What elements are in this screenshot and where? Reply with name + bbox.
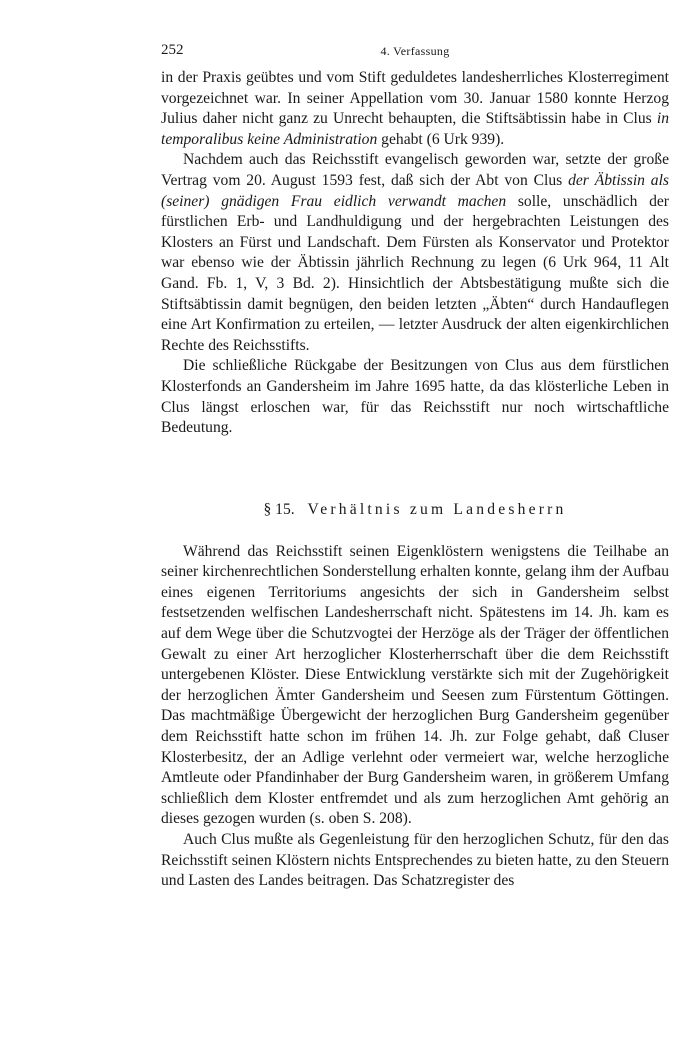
text-run: Nachdem auch das Reichsstift evangelisch geworden war, setzte der große Vertrag vom 20. August 1593 fest, daß sich der Abt von Clus	[161, 151, 669, 189]
section-heading	[161, 501, 669, 519]
text-run: Die schließliche Rückgabe der Besitzungen von Clus aus dem fürstlichen Klosterfonds an Gandersheim im Jahre 1695 hatte, da das klösterliche Leben in Clus längst erloschen war, für das Reichsstift nur noch wirtschaftliche Bedeutung.	[161, 357, 669, 437]
section-sign: § 15.	[263, 500, 295, 518]
paragraph	[161, 150, 669, 356]
paragraph	[161, 542, 669, 830]
paragraph	[161, 68, 669, 150]
italic-phrase: in temporalibus keine Administration	[161, 110, 669, 148]
section-title: Verhältnis zum Landesherrn	[307, 500, 567, 518]
running-title: 4. Verfassung	[380, 44, 450, 58]
paragraph	[161, 356, 669, 438]
page-header	[161, 42, 669, 68]
body-text-bottom	[161, 542, 669, 892]
text-run: Während das Reichsstift seinen Eigenklöstern wenigstens die Teilhabe an seiner kirchenrechtlichen Sonderstellung erhalten konnte, gelang ihm der Aufbau eines eigenen Territoriums angesichts der sich in Gandersheim selbst festsetzenden welfischen Landesherrschaft nicht. Spätestens im 14. Jh. kam es auf dem Wege über die Schutzvogtei der Herzöge als der Träger der öffentlichen Gewalt zu einer Art herzoglicher Klosterherrschaft über die dem Reichsstift untergebenen Klöster. Diese Entwicklung verstärkte sich mit der Zugehörigkeit der herzoglichen Ämter Gandersheim und Seesen zum Fürstentum Göttingen. Das machtmäßige Übergewicht der herzoglichen Burg Gandersheim gegenüber dem Reichsstift hatte schon im frühen 14. Jh. zur Folge gehabt, daß Cluser Klosterbesitz, der an Adlige verlehnt oder vermeiert war, welche herzogliche Amtleute oder Pfandinhaber der Burg Gandersheim waren, in größerem Umfang schließlich dem Kloster entfremdet und als zum herzoglichen Amt gehörig an dieses gezogen wurden (s. oben S. 208).	[161, 542, 669, 828]
text-run: Auch Clus mußte als Gegenleistung für den herzoglichen Schutz, für den das Reichsstift seinen Klöstern nichts Entsprechendes zu bieten hatte, zu den Steuern und Lasten des Landes beitragen. Das Schatzregister des	[161, 831, 669, 890]
page-number: 252	[161, 42, 184, 58]
text-run: gehabt (6 Urk 939).	[377, 130, 505, 148]
text-run: in der Praxis geübtes und vom Stift geduldetes landesherrliches Klosterregiment vorgezeichnet war. In seiner Appellation vom 30. Januar 1580 konnte Herzog Julius daher nicht ganz zu Unrecht behaupten, die Stiftsäbtissin habe in Clus	[161, 69, 669, 128]
paragraph	[161, 830, 669, 892]
book-page	[161, 42, 669, 892]
italic-phrase: der Äbtissin als (seiner) gnädigen Frau eidlich verwandt machen	[161, 171, 669, 210]
body-text-top	[161, 68, 669, 439]
text-run: solle, unschädlich der fürstlichen Erb- und Landhuldigung und der hergebrachten Leistungen des Klosters an Fürst und Landschaft. Dem Fürsten als Konservator und Protektor war ebenso wie der Äbtissin jährlich Rechnung zu legen (6 Urk 964, 11 Alt Gand. Fb. 1, V, 3 Bd. 2). Hinsichtlich der Abtsbestätigung mußte sich die Stiftsäbtissin damit begnügen, den beiden letzten „Äbten“ durch Handauflegen eine Art Konfirmation zu erteilen, — letzter Ausdruck der alten eigenkirchlichen Rechte des Reichsstifts.	[161, 192, 669, 354]
